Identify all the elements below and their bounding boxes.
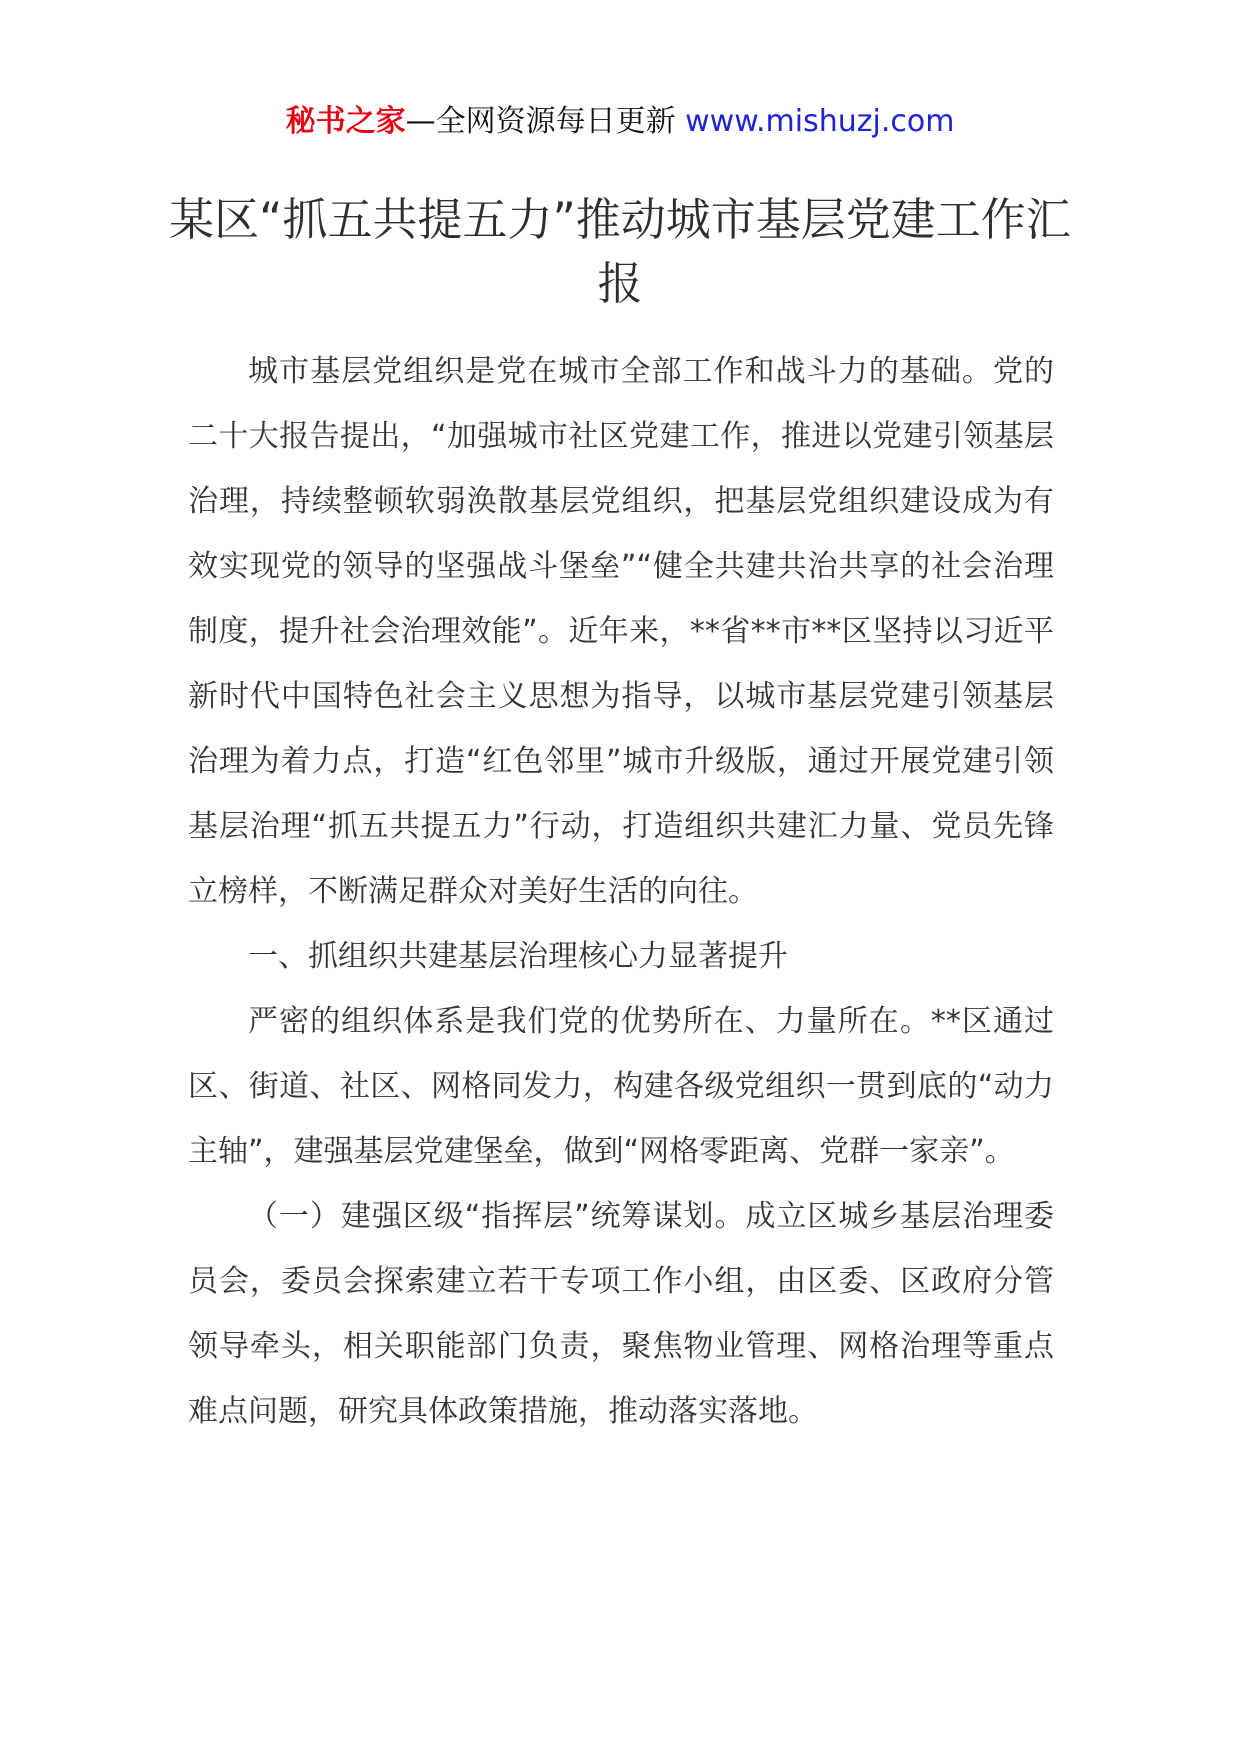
- section-heading-1: 一、抓组织共建基层治理核心力显著提升: [248, 939, 788, 974]
- paragraph-intro: 城市基层党组织是党在城市全部工作和战斗力的基础。党的二十大报告提出，“加强城市社区党建工作，推进以党建引领基层治理，持续整顿软弱涣散基层党组织，把基层党组织建设成为有效实现党的领导的坚强战斗堡垒”“健全共建共治共享的社会治理制度，提升社会治理效能”。近年来，**省**市**区坚持以习近平新时代中国特色社会主义思想为指导，以城市基层党建引领基层治理为着力点，打造“红色邻里”城市升级版，通过开展党建引领基层治理“抓五共提五力”行动，打造组织共建汇力量、党员先锋立榜样，不断满足群众对美好生活的向往。: [188, 354, 1054, 909]
- document-body: [188, 339, 1054, 1444]
- document-title: 某区“抓五共提五力”推动城市基层党建工作汇报: [169, 193, 1071, 310]
- header-brand: 秘书之家: [285, 104, 406, 139]
- header-slogan: —全网资源每日更新: [405, 104, 686, 139]
- paragraph-section-1: 严密的组织体系是我们党的优势所在、力量所在。**区通过区、街道、社区、网格同发力，构建各级党组织一贯到底的“动力主轴”，建强基层党建堡垒，做到“网格零距离、党群一家亲”。: [188, 1004, 1054, 1169]
- paragraph-subsection-1: （一）建强区级“指挥层”统筹谋划。成立区城乡基层治理委员会，委员会探索建立若干专项工作小组，由区委、区政府分管领导牵头，相关职能部门负责，聚焦物业管理、网格治理等重点难点问题，研究具体政策措施，推动落实落地。: [188, 1199, 1054, 1429]
- watermark-header: [0, 100, 1240, 144]
- header-url-link[interactable]: www.mishuzj.com: [685, 104, 955, 139]
